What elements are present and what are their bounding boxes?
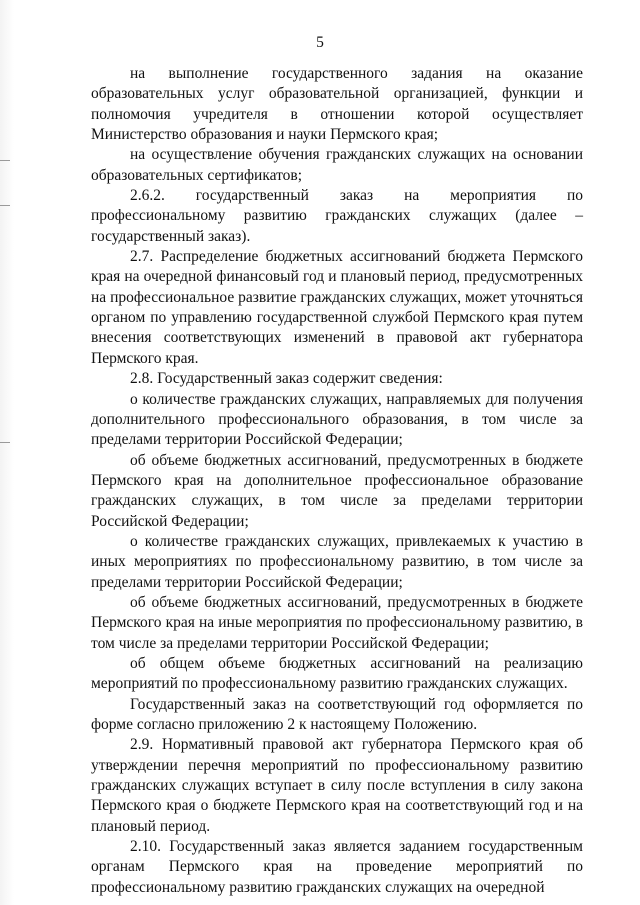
list-item-count-other-events: о количестве гражданских служащих, привлекаемых к участию в иных мероприятиях по профессиональному развитию, в том числе за пределами территории Российской Федерации; [91, 532, 583, 591]
list-item-count-education: о количестве гражданских служащих, направляемых для получения дополнительного профессионального образования, в том числе за пределами территории Российской Федерации; [91, 390, 583, 449]
list-item-budget-education: об объеме бюджетных ассигнований, предусмотренных в бюджете Пермского края на дополнительное профессиональное образование гражданских служащих, в том числе за пределами территории Российской Федерации; [91, 451, 583, 530]
paragraph-2-6-2: 2.6.2. государственный заказ на мероприятия по профессиональному развитию гражданских служащих (далее – государственный заказ). [91, 187, 583, 245]
paragraph-2-8: 2.8. Государственный заказ содержит сведения: [130, 370, 443, 388]
paragraph-2-10: 2.10. Государственный заказ является заданием государственным органам Пермского края на проведение мероприятий по профессиональному развитию гражданских служащих на очередной [91, 838, 583, 896]
scan-edge-shadow [0, 0, 14, 905]
paragraph-funding-certificates: на осуществление обучения гражданских служащих на основании образовательных сертификатов; [91, 146, 583, 184]
paragraph-2-7: 2.7. Распределение бюджетных ассигнований бюджета Пермского края на очередной финансовый год и плановый период, предусмотренных на профессиональное развитие гражданских служащих, может уточняться органом по управлению государственной службой Пермского края путем внесения соответствующих изменений в правовой акт губернатора Пермского края. [91, 248, 583, 367]
page-number: 5 [316, 34, 324, 51]
paragraph-funding-state-task: на выполнение государственного задания на оказание образовательных услуг образовательной организацией, функции и полномочия учредителя в отношении которой осуществляет Министерство образования и науки Пермского края; [91, 65, 583, 144]
document-body [91, 64, 583, 898]
list-item-total-budget: об общем объеме бюджетных ассигнований на реализацию мероприятий по профессиональному развитию гражданских служащих. [91, 654, 583, 693]
margin-tick-mark [0, 442, 10, 443]
paragraph-order-form: Государственный заказ на соответствующий год оформляется по форме согласно приложению 2 к настоящему Положению. [91, 695, 583, 733]
paragraph-2-9: 2.9. Нормативный правовой акт губернатора Пермского края об утверждении перечня мероприятий по профессиональному развитию гражданских служащих вступает в силу после вступления в силу закона Пермского края о бюджете Пермского края на соответствующий год и на плановый период. [91, 736, 583, 835]
margin-tick-mark [0, 205, 10, 206]
margin-tick-mark [0, 160, 10, 161]
list-item-budget-other-events: об объеме бюджетных ассигнований, предусмотренных в бюджете Пермского края на иные мероприятия по профессиональному развитию, в том числе за пределами территории Российской Федерации; [91, 593, 583, 652]
